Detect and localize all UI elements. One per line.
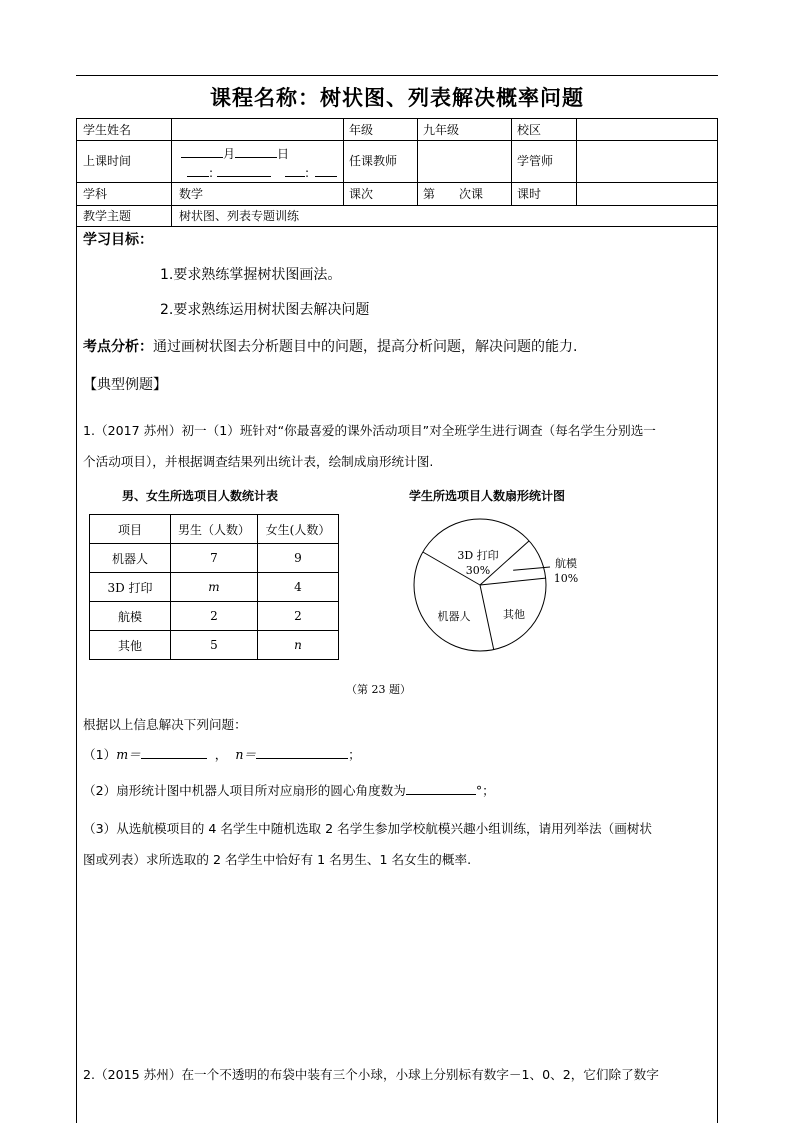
table-cell: n: [258, 631, 339, 660]
pie-slice-boundary: [480, 578, 546, 585]
q1-sub3-line1: （3）从选航模项目的 4 名学生中随机选取 2 名学生参加学校航模兴趣小组训练，请用列举法（画树状: [83, 821, 652, 836]
grid-line: [77, 205, 717, 206]
table-cell: 4: [258, 573, 339, 602]
page-title: 课程名称：树状图、列表解决概率问题: [210, 86, 584, 110]
pie-slice-boundary: [480, 585, 494, 650]
pie-slice-value: 10%: [553, 572, 579, 585]
q1-sub2: （2）扇形统计图中机器人项目所对应扇形的圆心角度数为 °；: [83, 783, 495, 798]
grid-line: [343, 119, 344, 205]
pie-slice-value: 30%: [465, 564, 491, 577]
grade-value: 九年级: [423, 123, 460, 137]
theme-value: 树状图、列表专题训练: [179, 209, 300, 223]
pie-slice-label: 机器人: [437, 610, 471, 623]
table-cell: m: [171, 573, 258, 602]
pie-chart: [400, 515, 600, 665]
teacher-label: 任课教师: [349, 154, 398, 168]
angle-answer-blank[interactable]: [406, 782, 476, 795]
pie-slice-boundary: [480, 541, 529, 585]
table-row: [90, 544, 339, 573]
student-name-label: 学生姓名: [83, 123, 132, 137]
table-cell: 2: [258, 602, 339, 631]
pie-slice-label: 其他: [503, 608, 525, 621]
table-caption: 男、女生所选项目人数统计表: [122, 489, 279, 503]
header-rule: [76, 75, 718, 76]
analysis-text: 通过画树状图去分析题目中的问题，提高分析问题，解决问题的能力.: [153, 339, 578, 355]
grid-line: [77, 226, 717, 227]
q1-prompt: 根据以上信息解决下列问题：: [83, 717, 247, 732]
goal-item: 1.要求熟练掌握树状图画法。: [160, 267, 342, 283]
table-header-cell: 男生（人数）: [171, 515, 258, 544]
session-value: 第 次课: [423, 187, 484, 201]
grid-line: [511, 119, 512, 205]
pie-slice-label: 3D 打印: [457, 549, 499, 562]
manager-label: 学管师: [517, 154, 554, 168]
n-answer-blank[interactable]: [256, 746, 348, 759]
table-header-cell: 女生(人数）: [258, 515, 339, 544]
table-cell: 3D 打印: [90, 573, 171, 602]
table-cell: 7: [171, 544, 258, 573]
m-answer-blank[interactable]: [141, 746, 207, 759]
table-header-cell: 项目: [90, 515, 171, 544]
grid-line: [77, 182, 717, 183]
examples-heading: 【典型例题】: [83, 377, 167, 393]
stats-table: [89, 514, 339, 660]
table-cell: 航模: [90, 602, 171, 631]
class-time-label: 上课时间: [83, 154, 132, 168]
date-field[interactable]: 月 日: [181, 145, 289, 161]
grid-line: [77, 140, 717, 141]
subject-value: 数学: [179, 187, 204, 201]
campus-label: 校区: [517, 123, 542, 137]
table-cell: 机器人: [90, 544, 171, 573]
grid-line: [171, 119, 172, 226]
q1-sub3-line2: 图或列表）求所选取的 2 名学生中恰好有 1 名男生、1 名女生的概率.: [83, 852, 472, 867]
analysis-label: 考点分析：: [83, 339, 153, 355]
pie-slice-label: 航模: [555, 557, 577, 570]
q1-sub1: （1）m＝ ， n＝ ；: [83, 747, 361, 762]
grid-line: [576, 119, 577, 205]
session-label: 课次: [349, 187, 374, 201]
analysis-line: [83, 336, 577, 356]
grid-line: [417, 119, 418, 205]
grade-label: 年级: [349, 123, 374, 137]
goal-item: 2.要求熟练运用树状图去解决问题: [160, 302, 370, 318]
subject-label: 学科: [83, 187, 108, 201]
table-cell: 2: [171, 602, 258, 631]
q1-text-line2: 个活动项目），并根据调查结果列出统计表，绘制成扇形统计图.: [83, 454, 434, 469]
table-row: [90, 602, 339, 631]
table-row: [90, 631, 339, 660]
q2-text-line1: 2.（2015 苏州）在一个不透明的布袋中装有三个小球，小球上分别标有数字－1、0、2，它们除了数字: [83, 1067, 659, 1082]
hours-label: 课时: [517, 187, 542, 201]
table-cell: 9: [258, 544, 339, 573]
q1-text-line1: 1.（2017 苏州）初一（1）班针对“你最喜爱的课外活动项目”对全班学生进行调查（每名学生分别选一: [83, 423, 656, 438]
table-row: [90, 573, 339, 602]
figure-label: （第 23 题）: [346, 683, 411, 696]
table-cell: 5: [171, 631, 258, 660]
table-header-row: [90, 515, 339, 544]
goals-heading: 学习目标：: [83, 232, 153, 248]
time-field[interactable]: : :: [181, 164, 337, 180]
table-cell: 其他: [90, 631, 171, 660]
pie-caption: 学生所选项目人数扇形统计图: [409, 489, 566, 503]
theme-label: 教学主题: [83, 209, 132, 223]
